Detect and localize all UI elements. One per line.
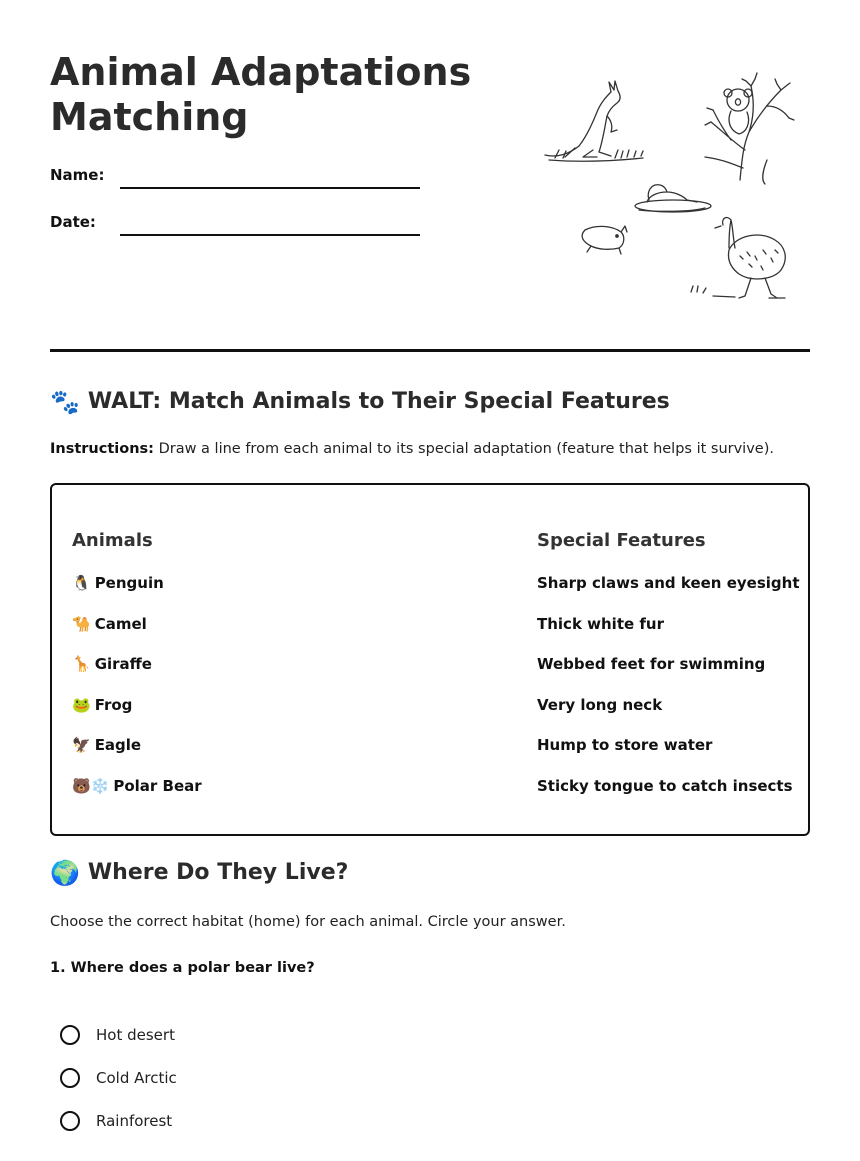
section-divider [50, 349, 810, 352]
habitat-instructions: Choose the correct habitat (home) for each animal. Circle your answer. [50, 914, 566, 930]
animal-label: Eagle [94, 736, 142, 754]
instructions-label: Instructions: [50, 441, 154, 457]
feature-hump[interactable]: Hump to store water [537, 736, 713, 754]
date-label: Date: [50, 213, 96, 231]
frog-icon: 🐸 [72, 696, 91, 714]
animal-giraffe[interactable] [72, 655, 152, 673]
feature-webbed-feet[interactable]: Webbed feet for swimming [537, 655, 766, 673]
feature-sharp-claws[interactable]: Sharp claws and keen eyesight [537, 574, 800, 592]
animal-label: Polar Bear [113, 777, 202, 795]
koala-in-tree-illustration [705, 73, 794, 184]
kangaroo-illustration [545, 81, 643, 161]
animal-label: Giraffe [94, 655, 152, 673]
walt-heading [50, 389, 670, 414]
radio-circle[interactable] [60, 1025, 80, 1045]
feature-white-fur[interactable]: Thick white fur [537, 615, 664, 633]
feature-sticky-tongue[interactable]: Sticky tongue to catch insects [537, 777, 793, 795]
emu-illustration [691, 218, 785, 298]
option-rainforest[interactable] [60, 1111, 172, 1131]
instructions-text: Draw a line from each animal to its special adaptation (feature that helps it survive). [158, 441, 774, 457]
option-cold-arctic[interactable] [60, 1068, 177, 1088]
habitat-heading [50, 860, 348, 885]
animal-penguin[interactable] [72, 574, 164, 592]
paw-prints-icon: 🐾 [50, 387, 80, 416]
camel-icon: 🐪 [72, 615, 91, 633]
globe-icon: 🌍 [50, 858, 80, 887]
eagle-icon: 🦅 [72, 736, 91, 754]
date-line[interactable] [120, 234, 420, 236]
wombat-illustration [582, 226, 627, 254]
feature-long-neck[interactable]: Very long neck [537, 696, 663, 714]
features-heading: Special Features [537, 530, 706, 551]
name-label: Name: [50, 166, 105, 184]
penguin-icon: 🐧 [72, 574, 91, 592]
bear-snowflake-icon: 🐻❄️ [72, 777, 110, 795]
animal-polar-bear[interactable] [72, 777, 202, 795]
animal-frog[interactable] [72, 696, 132, 714]
matching-instructions [50, 441, 774, 457]
animal-label: Penguin [94, 574, 164, 592]
habitat-title: Where Do They Live? [87, 860, 349, 885]
animal-eagle[interactable] [72, 736, 141, 754]
option-label: Cold Arctic [96, 1069, 177, 1087]
radio-circle[interactable] [60, 1111, 80, 1131]
option-label: Hot desert [96, 1026, 175, 1044]
question-1: 1. Where does a polar bear live? [50, 960, 315, 976]
page-title: Animal Adaptations Matching [50, 50, 472, 139]
radio-circle[interactable] [60, 1068, 80, 1088]
name-line[interactable] [120, 187, 420, 189]
animal-camel[interactable] [72, 615, 147, 633]
australian-animals-illustration [535, 60, 800, 305]
option-label: Rainforest [96, 1112, 173, 1130]
matching-box [50, 483, 810, 836]
animal-label: Frog [94, 696, 133, 714]
animals-heading: Animals [72, 530, 153, 551]
walt-title: WALT: Match Animals to Their Special Features [87, 389, 670, 414]
option-hot-desert[interactable] [60, 1025, 175, 1045]
platypus-illustration [635, 185, 711, 212]
animal-label: Camel [94, 615, 147, 633]
giraffe-icon: 🦒 [72, 655, 91, 673]
